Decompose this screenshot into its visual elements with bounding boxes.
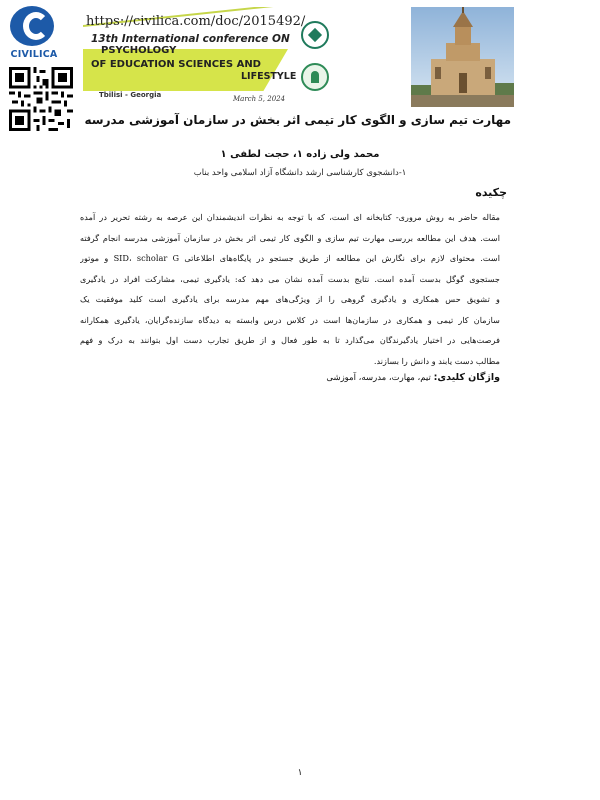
abstract-heading: چکیده <box>475 186 507 199</box>
page-number: ۱ <box>297 768 303 778</box>
banner-lifestyle: LIFESTYLE <box>241 71 297 82</box>
civilica-logo-icon <box>10 6 54 46</box>
keywords-line <box>326 372 500 383</box>
qr-code[interactable] <box>9 67 73 131</box>
banner-date: March 5, 2024 <box>233 95 286 103</box>
civilica-logo-text: CIVILICA <box>10 49 58 60</box>
banner-education: OF EDUCATION SCIENCES AND <box>91 59 261 70</box>
banner-conference-line: 13th International conference ON <box>91 33 290 45</box>
document-url-link[interactable]: https://civilica.com/doc/2015492/ <box>86 14 306 29</box>
abstract-line: است. هدف این مطالعه بررسی مهارت تیم سازی و الگوی کار تیمی اثر بخش در سازمان آموزشی مدرسه انجام گرفته <box>80 232 500 243</box>
abstract-line: مطالب دست یابند و دانش را بسازند. <box>373 355 500 366</box>
organization-emblem-icon <box>301 63 329 91</box>
banner-location: Tbilisi - Georgia <box>99 91 162 99</box>
abstract-line: است. محتوای لازم برای نگارش این مطالعه از طریق جستجو در پایگاه‌های اطلاعاتی SID، scholar G و موتور <box>80 253 500 263</box>
civilica-logo[interactable] <box>6 6 58 62</box>
abstract-line: جستجوی گوگل بدست آمده است. نتایج بدست آمده نشان می دهد که: یادگیری تیمی، مشارکت افراد در یادگیری <box>80 273 500 284</box>
paper-authors: محمد ولی زاده ۱، حجت لطفی ۱ <box>220 149 380 160</box>
abstract-line: مقاله حاضر به روش مروری- کتابخانه ای است، که با توجه به نظرات اندیشمندان این عرصه به رشته تحریر در آمده <box>80 212 500 222</box>
keywords-list: تیم، مهارت، مدرسه، آموزشی <box>326 373 431 383</box>
keywords-label: واژگان کلیدی: <box>433 372 500 383</box>
abstract-line: فرصت‌هایی در اختیار یادگیرندگان می‌گذارد تا به طور فعال و از طریق تجارب دست اول بتوانند به درک و فهم <box>80 335 500 345</box>
abstract-paragraph <box>80 207 500 371</box>
abstract-line: سازمان کار تیمی و همکاری در سازمان‌ها است در کلاس درس وابسته به دیدگاه سازنده‌گرایان، یادگیری همکارانه <box>80 314 500 325</box>
paper-title: مهارت تیم سازی و الگوی کار تیمی اثر بخش در سازمان آموزشی مدرسه <box>84 113 511 127</box>
banner-psychology: PSYCHOLOGY <box>101 45 177 56</box>
abstract-line: و تشویق حس همکاری و یادگیری گروهی را از ویژگی‌های مهم مدرسه برای یادگیری است کلید موفقیت یک <box>80 294 500 304</box>
cathedral-photo <box>411 7 514 107</box>
author-affiliation: ۱-دانشجوی کارشناسی ارشد دانشگاه آزاد اسلامی واحد بناب <box>193 168 407 178</box>
